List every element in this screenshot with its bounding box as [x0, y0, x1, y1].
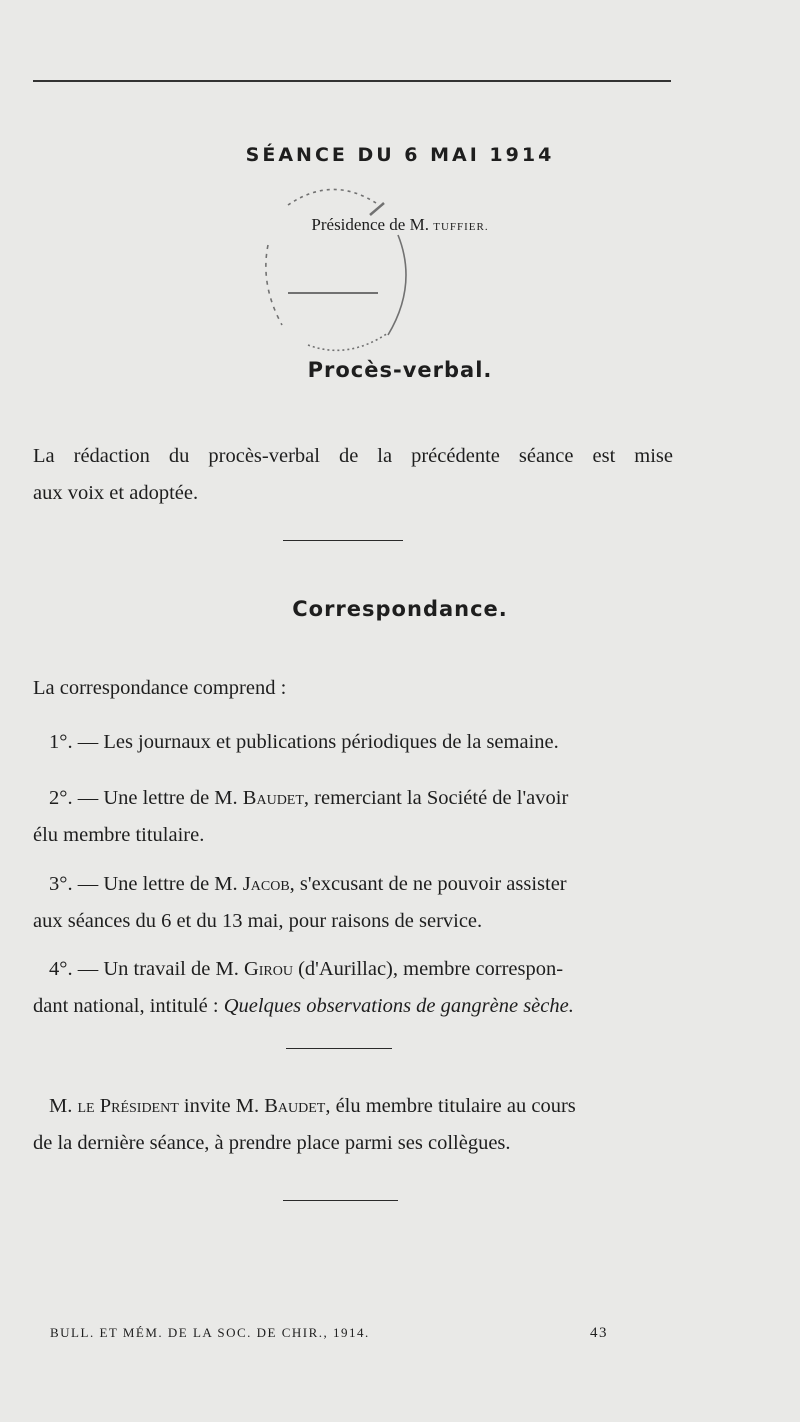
pv-line-2: aux voix et adoptée. — [33, 482, 199, 504]
president-name: TUFFIER. — [433, 221, 489, 233]
item3-line-2: aux séances du 6 et du 13 mai, pour raisons de service. — [33, 910, 483, 932]
section-divider-2 — [286, 1048, 392, 1049]
correspondance-title: Correspondance. — [292, 597, 508, 621]
item4-line-1 — [33, 951, 673, 988]
correspondance-item-2 — [33, 780, 673, 854]
correspondance-item-4 — [33, 951, 673, 1025]
president-line-2: de la dernière séance, à prendre place parmi ses collègues. — [33, 1132, 511, 1154]
pv-line-1: La rédaction du procès-verbal de la précédente séance est mise — [33, 445, 673, 467]
item4-text-c: dant national, intitulé : — [33, 995, 224, 1017]
president-paragraph — [33, 1088, 673, 1162]
correspondance-item-1 — [33, 724, 673, 761]
section-divider — [283, 540, 403, 541]
pres-title: le Président — [77, 1095, 179, 1117]
proces-verbal-paragraph — [33, 438, 673, 512]
library-stamp — [248, 175, 416, 360]
pres-text-c: , élu membre titulaire au cours — [325, 1095, 576, 1117]
item3-line-1 — [33, 866, 673, 903]
section-divider-3 — [283, 1200, 398, 1201]
item3-text-b: , s'excusant de ne pouvoir assister — [289, 873, 567, 895]
item2-line-1 — [33, 780, 673, 817]
item4-text-b: (d'Aurillac), membre correspon- — [292, 958, 564, 980]
pres-name: Baudet — [264, 1095, 326, 1117]
item4-name: Girou — [243, 958, 293, 980]
item2-text-b: , remerciant la Société de l'avoir — [303, 787, 569, 809]
presidency-prefix: Présidence de M. — [311, 215, 434, 234]
correspondance-intro — [33, 670, 673, 707]
item3-text-a: 3°. — Une lettre de M. — [49, 873, 243, 895]
item4-work-title: Quelques observations de gangrène sèche. — [223, 995, 574, 1017]
item2-name: Baudet — [242, 787, 304, 809]
correspondance-item-3 — [33, 866, 673, 940]
session-title: SÉANCE DU 6 MAI 1914 — [245, 144, 555, 166]
top-rule — [33, 80, 671, 82]
item1-line: 1°. — Les journaux et publications périodiques de la semaine. — [49, 731, 559, 753]
president-line-1 — [33, 1088, 673, 1125]
item2-text-a: 2°. — Une lettre de M. — [49, 787, 243, 809]
item3-name: Jacob — [242, 873, 290, 895]
corr-intro-line: La correspondance comprend : — [33, 677, 287, 699]
pres-text-a: M. — [49, 1095, 78, 1117]
page-number: 43 — [590, 1325, 608, 1341]
pres-text-b: invite M. — [178, 1095, 265, 1117]
item2-line-2: élu membre titulaire. — [33, 824, 205, 846]
item4-line-2 — [33, 988, 673, 1025]
footer-citation: BULL. ET MÉM. DE LA SOC. DE CHIR., 1914. — [50, 1325, 370, 1340]
proces-verbal-title: Procès-verbal. — [307, 358, 493, 382]
item4-text-a: 4°. — Un travail de M. — [49, 958, 244, 980]
